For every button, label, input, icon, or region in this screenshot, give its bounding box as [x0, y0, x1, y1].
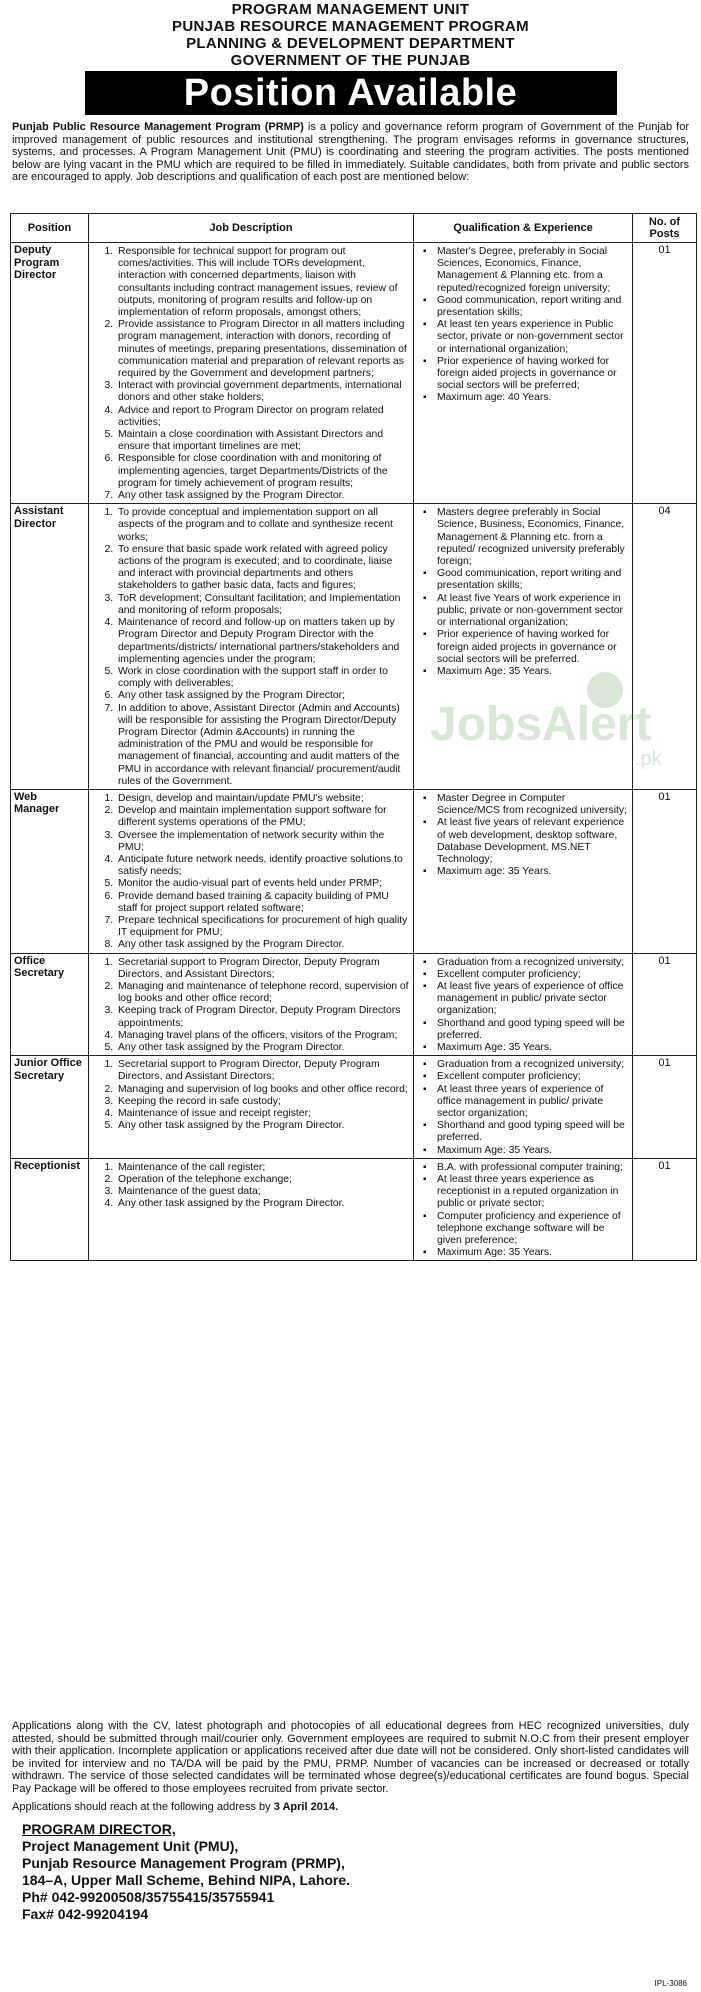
qualifications-list — [417, 957, 629, 1055]
duty-item: 2. Operation of the telephone exchange; — [116, 1174, 410, 1186]
duty-item: 4. Advice and report to Program Director on program related activities; — [116, 405, 410, 429]
table-row — [11, 504, 697, 790]
address-line: Punjab Resource Management Program (PRMP), — [22, 1855, 345, 1872]
posts-count: 04 — [633, 504, 697, 790]
qualification-cell — [414, 1056, 633, 1159]
duty-item: 5. Any other task assigned by the Program Director. — [116, 1042, 410, 1054]
duty-item: 6. Responsible for close coordination with and monitoring of implementing agencies, target Departments/Districts of the program for timely achievement of program results; — [116, 453, 410, 490]
address-block — [12, 1821, 689, 1923]
duty-item: 6. Provide demand based training & capacity building of PMU staff for project support related software; — [116, 891, 410, 915]
qualification-item: ▪ At least five Years of work experience in public, private or non-government sector or international organization; — [437, 593, 629, 630]
table-row — [11, 789, 697, 953]
watermark-suffix: .pk — [635, 748, 662, 770]
qualification-item: ▪ Good communication, report writing and presentation skills; — [437, 295, 629, 319]
header-job-description: Job Description — [89, 214, 414, 243]
duty-item: 5. Maintain a close coordination with Assistant Directors and ensure that important timelines are met; — [116, 429, 410, 453]
table-row — [11, 953, 697, 1056]
duty-item: 3. Keeping the record in safe custody; — [116, 1096, 410, 1108]
duty-item: 2. To ensure that basic spade work related with agreed policy actions of the program is executed; and to coordinate, liaise and interact with provincial departments and others stakeholders to gather basic data, facts and figures; — [116, 544, 410, 593]
duty-item: 5. Monitor the audio-visual part of events held under PRMP; — [116, 878, 410, 890]
job-description-cell — [89, 953, 414, 1056]
qualifications-list — [417, 1059, 629, 1157]
intro-paragraph — [12, 121, 689, 184]
job-description-cell — [89, 504, 414, 790]
qualification-item: ▪ At least three years experience as receptionist in a reputed organization in public or private sector; — [437, 1174, 629, 1211]
duty-item: 3. Maintenance of the guest data; — [116, 1186, 410, 1198]
qualification-item: ▪ Prior experience of having worked for foreign aided projects in governance or social sectors will be preferred; — [437, 356, 629, 393]
header-qualification: Qualification & Experience — [414, 214, 633, 243]
qualification-item: ▪ At least five years of experience of office management in public/ private sector organization; — [437, 981, 629, 1018]
duty-item: 3. ToR development; Consultant facilitation; and Implementation and monitoring of reform proposals; — [116, 593, 410, 617]
qualification-item: ▪ Excellent computer proficiency; — [437, 1071, 629, 1083]
posts-count: 01 — [633, 953, 697, 1056]
duty-item: 1. Secretarial support to Program Director, Deputy Program Directors, and Assistant Directors; — [116, 1059, 410, 1083]
deadline-line — [12, 1801, 689, 1814]
header-position: Position — [11, 214, 89, 243]
duties-list — [92, 246, 410, 502]
duty-item: 1. Secretarial support to Program Director, Deputy Program Directors, and Assistant Directors; — [116, 957, 410, 981]
qualification-cell — [414, 1158, 633, 1261]
qualification-item: ▪ Graduation from a recognized university; — [437, 957, 629, 969]
duty-item: 5. Any other task assigned by the Program Director. — [116, 1120, 410, 1132]
qualification-item: ▪ Shorthand and good typing speed will be preferred. — [437, 1018, 629, 1042]
header-posts: No. of Posts — [633, 214, 697, 243]
address-line: Project Management Unit (PMU), — [22, 1838, 239, 1855]
fax-line: Fax# 042-99204194 — [22, 1906, 149, 1923]
posts-count: 01 — [633, 1158, 697, 1261]
duties-list — [92, 507, 410, 788]
intro-text: is a policy and governance reform program of Government of the Punjab for improved management of public resources and institutional strengthening. The program envisages reforms in governance structures, systems, and processes. A Program Management Unit (PMU) is coordinating and steering the program activities. The posts mentioned below are lying vacant in the PMU which are required to be filled in immediately. Suitable candidates, both from private and public sectors are encouraged to apply. Job descriptions and qualification of each post are mentioned below: — [12, 121, 689, 183]
qualification-item: ▪ At least ten years experience in Public sector, private or non-government sector or international organization; — [437, 319, 629, 356]
header-block — [0, 1, 701, 69]
table-header-row — [11, 214, 697, 243]
position-title: Web Manager — [11, 789, 89, 953]
duty-item: 5. Work in close coordination with the support staff in order to comply with deliverables; — [116, 666, 410, 690]
position-title: Receptionist — [11, 1158, 89, 1261]
job-description-cell — [89, 1158, 414, 1261]
ad-code: IPL-3086 — [654, 1979, 687, 1988]
qualification-item: ▪ Prior experience of having worked for foreign aided projects in governance or social sectors will be preferred. — [437, 629, 629, 666]
duty-item: 2. Provide assistance to Program Director in all matters including program management, interaction with donors, recording of minutes of meetings, preparing presentations, dissemination of communication material and preparation of relevant reports as required by the Government and development partners; — [116, 319, 410, 380]
posts-count: 01 — [633, 1056, 697, 1159]
duty-item: 7. Prepare technical specifications for procurement of high quality IT equipment for PMU; — [116, 915, 410, 939]
footer-instructions: Applications along with the CV, latest photograph and photocopies of all educational degrees from HEC recognized universities, duly attested, should be submitted through mail/courier only. Government employees are required to submit N.O.C from their present employer with their application. Incomplete application or applications received after due date will not be considered. Only short-listed candidates will be invited for interview and no TA/DA will be paid by the PMU, PRMP. Number of vacancies can be increased or decreased or totally withdrawn. The service of those selected candidates will be terminated whose degree(s)/educational certificates are found bogus. Special Pay Package will be offered to those employees recruited from private sector. — [12, 1720, 689, 1795]
duty-item: 4. Managing travel plans of the officers, visitors of the Program; — [116, 1030, 410, 1042]
duty-item: 3. Interact with provincial government departments, international donors and other stake holders; — [116, 380, 410, 404]
duty-item: 6. Any other task assigned by the Program Director; — [116, 690, 410, 702]
deadline-date: 3 April 2014. — [273, 1800, 339, 1813]
qualification-item: ▪ Maximum Age: 35 Years. — [437, 1145, 629, 1157]
phone-line: Ph# 042-99200508/35755415/35755941 — [22, 1889, 275, 1906]
duties-list — [92, 957, 410, 1055]
duty-item: 8. Any other task assigned by the Program Director. — [116, 939, 410, 951]
qualification-item: ▪ Graduation from a recognized university; — [437, 1059, 629, 1071]
qualification-cell — [414, 504, 633, 790]
qualification-item: ▪ Excellent computer proficiency; — [437, 969, 629, 981]
job-description-cell — [89, 243, 414, 504]
qualification-item: ▪ Master's Degree, preferably in Social Sciences, Economics, Finance, Management & Planning etc. from a reputed/recognized foreign university; — [437, 246, 629, 295]
position-title: Junior Office Secretary — [11, 1056, 89, 1159]
duties-list — [92, 1162, 410, 1211]
address-title: PROGRAM DIRECTOR, — [22, 1821, 176, 1838]
intro-lead: Punjab Public Resource Management Program (PRMP) — [12, 121, 304, 133]
duty-item: 3. Oversee the implementation of network security within the PMU; — [116, 830, 410, 854]
table-row — [11, 1158, 697, 1261]
qualifications-list — [417, 1162, 629, 1260]
qualification-item: ▪ Maximum Age: 35 Years. — [437, 666, 629, 678]
duty-item: 2. Managing and supervision of log books and other office record; — [116, 1084, 410, 1096]
duty-item: 1. Maintenance of the call register; — [116, 1162, 410, 1174]
qualification-item: ▪ Computer proficiency and experience of telephone exchange software will be given preference; — [437, 1211, 629, 1248]
qualification-item: ▪ Maximum age: 35 Years. — [437, 866, 629, 878]
duty-item: 2. Managing and maintenance of telephone record, supervision of log books and other office record; — [116, 981, 410, 1005]
duty-item: 4. Anticipate future network needs, identify proactive solutions to satisfy needs; — [116, 854, 410, 878]
qualification-item: ▪ B.A. with professional computer training; — [437, 1162, 629, 1174]
position-title: Office Secretary — [11, 953, 89, 1056]
duty-item: 1. Design, develop and maintain/update PMU's website; — [116, 793, 410, 805]
duty-item: 1. Responsible for technical support for program out comes/activities. This will include TORs development, interaction with concerned departments, liaison with consultants including contract management issues, review of outputs, monitoring of program results and follow-up on implementation of reform proposals, amongst others; — [116, 246, 410, 319]
job-description-cell — [89, 789, 414, 953]
qualification-item: ▪ Maximum Age: 35 Years. — [437, 1247, 629, 1259]
footer-block — [12, 1720, 689, 1923]
deadline-text: Applications should reach at the following address by — [12, 1800, 274, 1813]
qualification-item: ▪ Good communication, report writing and presentation skills; — [437, 568, 629, 592]
qualification-item: ▪ Masters degree preferably in Social Science, Business, Economics, Finance, Management & Planning etc. from a reputed/ recognized university preferably foreign; — [437, 507, 629, 568]
duty-item: 4. Maintenance of issue and receipt register; — [116, 1108, 410, 1120]
duty-item: 4. Any other task assigned by the Program Director. — [116, 1198, 410, 1210]
address-line: 184–A, Upper Mall Scheme, Behind NIPA, Lahore. — [22, 1872, 351, 1889]
qualifications-list — [417, 507, 629, 678]
header-government: GOVERNMENT OF THE PUNJAB — [230, 52, 471, 69]
job-description-cell — [89, 1056, 414, 1159]
watermark-text: JobsAlert — [430, 698, 652, 751]
qualification-item: ▪ At least five years of relevant experience of web development, desktop software, Database Development, MS.NET Technology; — [437, 817, 629, 866]
table-row — [11, 1056, 697, 1159]
qualification-item: ▪ At least three years of experience of office management in public/ private sector organization; — [437, 1084, 629, 1121]
duty-item: 2. Develop and maintain implementation support software for different systems operations of the PMU; — [116, 805, 410, 829]
qualification-cell — [414, 789, 633, 953]
qualification-item: ▪ Shorthand and good typing speed will be preferred. — [437, 1120, 629, 1144]
duty-item: 3. Keeping track of Program Director, Deputy Program Directors appointments; — [116, 1005, 410, 1029]
qualification-item: ▪ Maximum age: 40 Years. — [437, 392, 629, 404]
qualification-item: ▪ Master Degree in Computer Science/MCS from recognized university; — [437, 793, 629, 817]
duties-list — [92, 793, 410, 952]
qualification-cell — [414, 243, 633, 504]
position-title: Assistant Director — [11, 504, 89, 790]
position-title: Deputy Program Director — [11, 243, 89, 504]
header-unit: PROGRAM MANAGEMENT UNIT — [231, 1, 470, 18]
header-program: PUNJAB RESOURCE MANAGEMENT PROGRAM — [172, 18, 529, 35]
qualification-cell — [414, 953, 633, 1056]
posts-count: 01 — [633, 243, 697, 504]
position-available-banner: Position Available — [85, 71, 617, 115]
qualifications-list — [417, 793, 629, 878]
duty-item: 7. In addition to above, Assistant Director (Admin and Accounts) will be responsible for assisting the Program Director/Deputy Program Director (Admin &Accounts) in running the administration of the PMU and would be responsible for management of financial, accounting and audit matters of the PMU in accordance with relevant financial/ procurement/audit rules of the Government. — [116, 703, 410, 788]
positions-table-body — [11, 243, 697, 1261]
qualification-item: ▪ Maximum Age: 35 Years. — [437, 1042, 629, 1054]
duty-item: 7. Any other task assigned by the Program Director. — [116, 490, 410, 502]
qualifications-list — [417, 246, 629, 405]
duty-item: 4. Maintenance of record and follow-up on matters taken up by Program Director and Deputy Program Director with the departments/districts/ international partners/stakeholders and implementing agencies under the program; — [116, 617, 410, 666]
table-row — [11, 243, 697, 504]
duties-list — [92, 1059, 410, 1132]
positions-table — [10, 213, 697, 1261]
duty-item: 1. To provide conceptual and implementation support on all aspects of the program and to collate and synthesize recent works; — [116, 507, 410, 544]
header-department: PLANNING & DEVELOPMENT DEPARTMENT — [186, 35, 515, 52]
posts-count: 01 — [633, 789, 697, 953]
